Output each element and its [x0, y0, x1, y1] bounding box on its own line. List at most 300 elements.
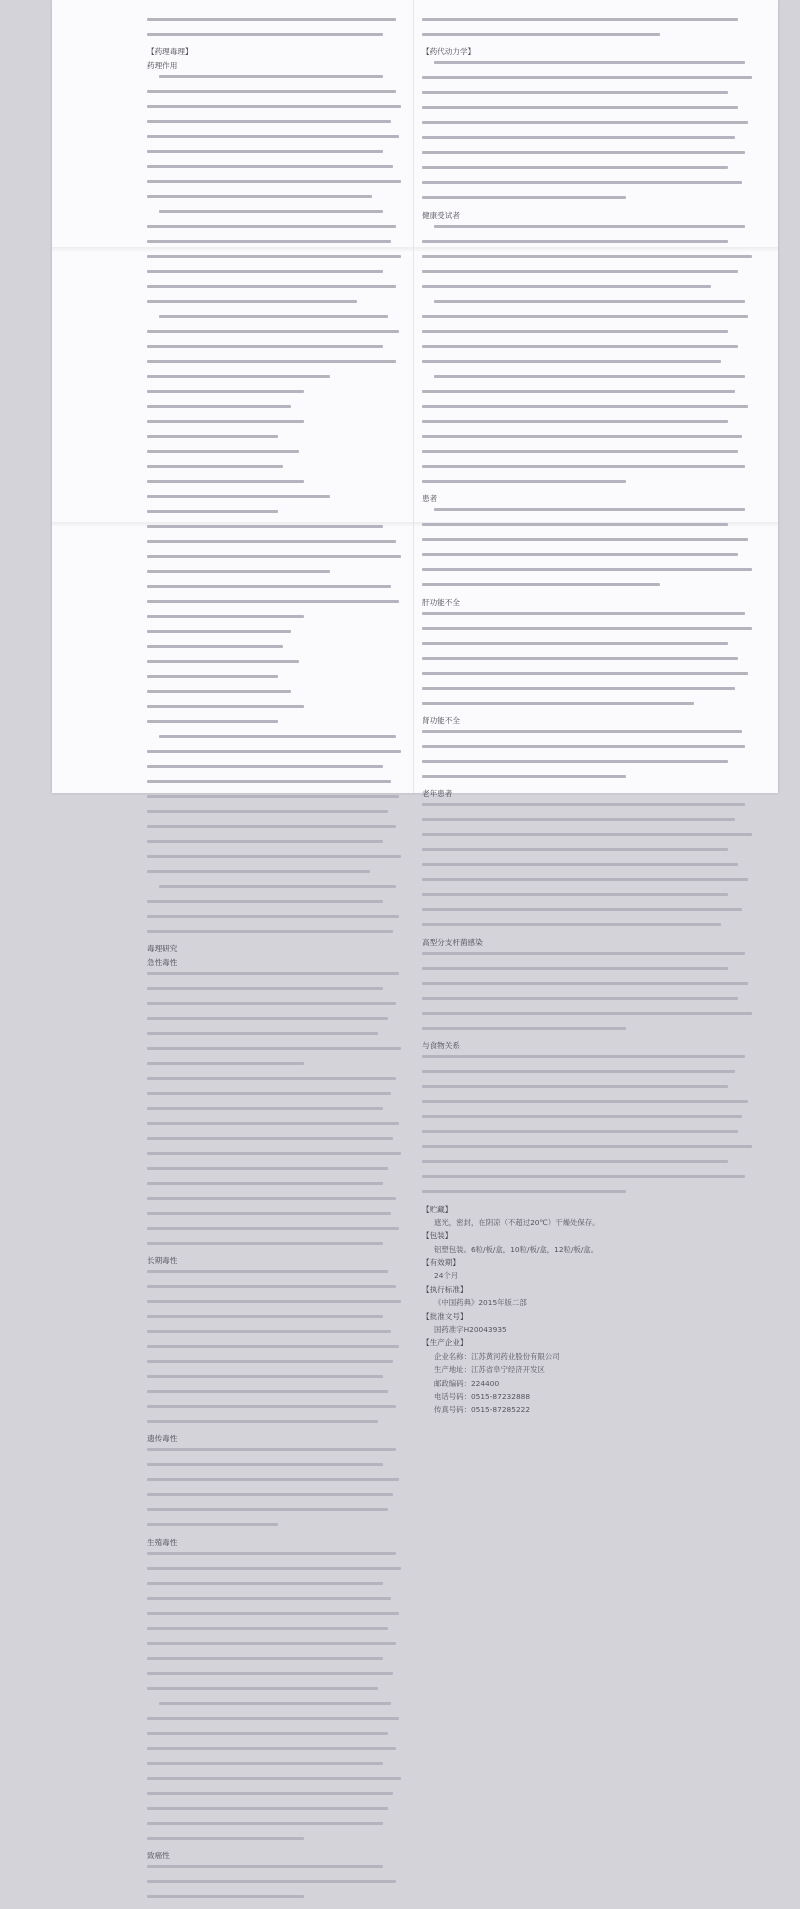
- text-line: [422, 76, 762, 87]
- text-line-placeholder: [159, 315, 388, 318]
- text-line: [147, 420, 409, 431]
- text-line: [422, 687, 762, 698]
- text-line: [422, 196, 762, 207]
- text-line: [147, 1552, 409, 1563]
- text-line: [147, 18, 409, 29]
- text-line-placeholder: [147, 690, 291, 693]
- text-line: [422, 345, 762, 356]
- text-line: [422, 1130, 762, 1141]
- text-line-placeholder: [422, 642, 728, 645]
- text-line: [422, 893, 762, 904]
- text-line-placeholder: [147, 1762, 383, 1765]
- text-line: [422, 745, 762, 756]
- text-line-placeholder: [422, 1145, 752, 1148]
- text-line-placeholder: [147, 1330, 391, 1333]
- text-line: [422, 1012, 762, 1023]
- text-line-placeholder: [147, 1717, 399, 1720]
- section-heading: 【批准文号】: [422, 1311, 468, 1321]
- text-line: [147, 465, 409, 476]
- text-line-placeholder: [422, 1055, 745, 1058]
- text-line: [422, 420, 762, 431]
- text-line-placeholder: [422, 730, 742, 733]
- text-line: [422, 136, 762, 147]
- text-line: [422, 1085, 762, 1096]
- text-line: [147, 1807, 409, 1818]
- text-line-placeholder: [422, 166, 728, 169]
- right-text-column: [422, 14, 762, 1418]
- text-line: [147, 1732, 409, 1743]
- text-line-placeholder: [147, 195, 372, 198]
- text-line-placeholder: [422, 390, 735, 393]
- text-line: [147, 1895, 409, 1906]
- text-line-placeholder: [422, 1160, 728, 1163]
- text-line: [422, 465, 762, 476]
- text-line: [422, 1160, 762, 1171]
- text-line: [422, 1027, 762, 1038]
- section-heading: 【生产企业】: [422, 1338, 468, 1348]
- text-line: [147, 1242, 409, 1253]
- manufacturer-field: 传真号码：0515-87285222: [434, 1405, 531, 1415]
- text-line-placeholder: [147, 780, 391, 783]
- text-line-placeholder: [147, 1657, 383, 1660]
- text-line: [422, 285, 762, 296]
- text-line-placeholder: [422, 657, 738, 660]
- text-line-placeholder: [147, 1822, 383, 1825]
- text-line-placeholder: [434, 375, 745, 378]
- text-line: [147, 705, 409, 716]
- text-line-placeholder: [422, 76, 752, 79]
- text-line: [147, 630, 409, 641]
- text-line: [422, 61, 762, 72]
- text-line-placeholder: [147, 1167, 388, 1170]
- text-line-placeholder: [147, 972, 399, 975]
- text-line-placeholder: [422, 775, 626, 778]
- text-line: [147, 885, 409, 896]
- section-heading: 【药理毒理】: [147, 47, 193, 57]
- text-line: [422, 480, 762, 491]
- text-line: [147, 1330, 409, 1341]
- section-heading: 急性毒性: [147, 957, 178, 967]
- section-heading: 长期毒性: [147, 1255, 178, 1265]
- text-line: [147, 660, 409, 671]
- text-line: [147, 135, 409, 146]
- text-line-placeholder: [147, 1508, 388, 1511]
- text-line: [147, 1002, 409, 1013]
- text-line-placeholder: [422, 330, 728, 333]
- text-line-placeholder: [422, 405, 748, 408]
- text-line: [147, 855, 409, 866]
- text-line-placeholder: [147, 660, 299, 663]
- text-line: [147, 33, 409, 44]
- text-line-placeholder: [147, 1032, 378, 1035]
- text-line-placeholder: [422, 435, 742, 438]
- text-line-placeholder: [422, 1012, 752, 1015]
- text-line: [147, 1017, 409, 1028]
- section-heading: 生殖毒性: [147, 1537, 178, 1547]
- text-line-placeholder: [147, 1420, 378, 1423]
- text-line-placeholder: [147, 675, 278, 678]
- text-line: [147, 1032, 409, 1043]
- text-line: [422, 642, 762, 653]
- text-line-placeholder: [422, 1130, 738, 1133]
- text-line-placeholder: [147, 225, 396, 228]
- text-line-placeholder: [147, 1062, 304, 1065]
- text-line-placeholder: [147, 987, 383, 990]
- text-line: [422, 923, 762, 934]
- text-line: [422, 360, 762, 371]
- text-line-placeholder: [434, 508, 745, 511]
- text-line: [422, 863, 762, 874]
- text-line: [422, 553, 762, 564]
- text-line-placeholder: [147, 1300, 401, 1303]
- text-line-placeholder: [147, 1390, 388, 1393]
- text-line-placeholder: [147, 330, 399, 333]
- section-heading: 【包装】: [422, 1231, 453, 1241]
- text-line-placeholder: [147, 1152, 401, 1155]
- text-line: [147, 525, 409, 536]
- text-line: [147, 1523, 409, 1534]
- text-line: [422, 390, 762, 401]
- text-line-placeholder: [422, 745, 745, 748]
- section-heading: 遗传毒性: [147, 1434, 178, 1444]
- text-line-placeholder: [147, 930, 393, 933]
- section-heading: 肝功能不全: [422, 597, 460, 607]
- section-heading: 【有效期】: [422, 1258, 460, 1268]
- text-line-placeholder: [434, 225, 745, 228]
- text-line-placeholder: [147, 1837, 304, 1840]
- text-line-placeholder: [147, 465, 283, 468]
- text-line-placeholder: [147, 165, 393, 168]
- text-line: [422, 568, 762, 579]
- text-line: [422, 908, 762, 919]
- text-line: [422, 1100, 762, 1111]
- text-line: [147, 315, 409, 326]
- text-line-placeholder: [147, 915, 399, 918]
- manufacturer-field: 邮政编码：224400: [434, 1378, 500, 1388]
- text-line-placeholder: [147, 525, 383, 528]
- text-line: [147, 270, 409, 281]
- text-line: [147, 1687, 409, 1698]
- text-line-placeholder: [147, 900, 383, 903]
- text-line-placeholder: [422, 818, 735, 821]
- text-line: [147, 1762, 409, 1773]
- text-line: [147, 900, 409, 911]
- text-line: [147, 75, 409, 86]
- text-line: [147, 1822, 409, 1833]
- text-line: [422, 657, 762, 668]
- text-line-placeholder: [147, 450, 299, 453]
- text-line: [147, 1702, 409, 1713]
- text-line-placeholder: [422, 1115, 742, 1118]
- text-line: [147, 450, 409, 461]
- text-line-placeholder: [159, 75, 383, 78]
- text-line-placeholder: [147, 765, 383, 768]
- text-line-placeholder: [422, 1027, 626, 1030]
- text-line: [147, 1837, 409, 1848]
- text-line: [147, 810, 409, 821]
- text-line-placeholder: [147, 1242, 383, 1245]
- text-line-placeholder: [159, 885, 396, 888]
- text-line-placeholder: [422, 997, 738, 1000]
- text-line-placeholder: [422, 136, 735, 139]
- text-line-placeholder: [147, 240, 391, 243]
- text-line-placeholder: [147, 615, 304, 618]
- text-line: [147, 1627, 409, 1638]
- leaflet-sheet: [52, 0, 778, 1861]
- text-line-placeholder: [422, 106, 738, 109]
- text-line: [147, 720, 409, 731]
- text-line: [422, 166, 762, 177]
- text-line-placeholder: [422, 465, 745, 468]
- text-line: [147, 1375, 409, 1386]
- text-line-placeholder: [147, 1197, 396, 1200]
- text-line-placeholder: [422, 480, 626, 483]
- text-line: [422, 803, 762, 814]
- text-line: [147, 1747, 409, 1758]
- text-line-placeholder: [147, 1137, 393, 1140]
- text-line-placeholder: [147, 90, 396, 93]
- text-line: [147, 390, 409, 401]
- text-line-placeholder: [422, 803, 745, 806]
- text-line-placeholder: [147, 870, 370, 873]
- text-line: [422, 315, 762, 326]
- text-line: [147, 1227, 409, 1238]
- text-line-placeholder: [147, 1880, 396, 1883]
- text-line-placeholder: [147, 1360, 393, 1363]
- text-line-placeholder: [147, 1047, 401, 1050]
- text-line-placeholder: [147, 1315, 383, 1318]
- text-line-placeholder: [147, 150, 383, 153]
- text-line-placeholder: [422, 1190, 626, 1193]
- text-line-placeholder: [147, 495, 330, 498]
- section-text: 24个月: [434, 1271, 459, 1281]
- text-line-placeholder: [147, 1567, 401, 1570]
- text-line-placeholder: [422, 18, 738, 21]
- text-line-placeholder: [147, 1227, 399, 1230]
- text-line-placeholder: [147, 1182, 383, 1185]
- text-line: [422, 1055, 762, 1066]
- text-line-placeholder: [147, 1212, 391, 1215]
- text-line: [147, 105, 409, 116]
- text-line: [147, 585, 409, 596]
- text-line-placeholder: [422, 982, 748, 985]
- text-line: [147, 540, 409, 551]
- text-line-placeholder: [147, 270, 383, 273]
- text-line-placeholder: [159, 735, 396, 738]
- section-text: 遮光，密封，在阴凉（不超过20℃）干燥处保存。: [434, 1217, 600, 1227]
- text-line-placeholder: [147, 1792, 393, 1795]
- text-line-placeholder: [422, 908, 742, 911]
- text-line: [147, 765, 409, 776]
- text-line-placeholder: [422, 568, 752, 571]
- text-line-placeholder: [147, 1582, 383, 1585]
- text-line-placeholder: [147, 585, 391, 588]
- text-line: [422, 612, 762, 623]
- text-line: [422, 672, 762, 683]
- text-line: [147, 1092, 409, 1103]
- text-line-placeholder: [147, 1612, 399, 1615]
- text-line-placeholder: [147, 1687, 378, 1690]
- text-line: [422, 833, 762, 844]
- text-line: [147, 825, 409, 836]
- section-heading: 与食物关系: [422, 1041, 460, 1051]
- text-line-placeholder: [422, 687, 735, 690]
- text-line: [147, 240, 409, 251]
- text-line-placeholder: [147, 540, 396, 543]
- text-line-placeholder: [147, 255, 401, 258]
- text-line-placeholder: [147, 1597, 391, 1600]
- text-line-placeholder: [422, 270, 738, 273]
- text-line-placeholder: [147, 510, 278, 513]
- text-line: [422, 255, 762, 266]
- section-heading: 【贮藏】: [422, 1204, 453, 1214]
- text-line-placeholder: [147, 1777, 401, 1780]
- text-line-placeholder: [147, 1523, 278, 1526]
- text-line: [147, 405, 409, 416]
- text-line-placeholder: [147, 630, 291, 633]
- text-line: [147, 795, 409, 806]
- text-line-placeholder: [422, 196, 626, 199]
- section-heading: 高型分支杆菌感染: [422, 937, 483, 947]
- text-line-placeholder: [147, 1345, 399, 1348]
- text-line-placeholder: [422, 1100, 748, 1103]
- text-line-placeholder: [147, 645, 283, 648]
- text-line: [422, 121, 762, 132]
- text-line-placeholder: [422, 672, 748, 675]
- text-line: [422, 967, 762, 978]
- text-line-placeholder: [147, 435, 278, 438]
- text-line: [147, 1137, 409, 1148]
- manufacturer-field: 企业名称：江苏黄河药业股份有限公司: [434, 1351, 560, 1361]
- text-line: [422, 181, 762, 192]
- text-line: [422, 1190, 762, 1201]
- text-line: [147, 1880, 409, 1891]
- text-line-placeholder: [147, 480, 304, 483]
- text-line: [147, 600, 409, 611]
- text-line-placeholder: [147, 1463, 383, 1466]
- section-heading: 健康受试者: [422, 210, 460, 220]
- text-line: [147, 1182, 409, 1193]
- text-line-placeholder: [147, 1017, 388, 1020]
- text-line-placeholder: [147, 135, 399, 138]
- text-line-placeholder: [422, 33, 660, 36]
- text-line-placeholder: [422, 420, 728, 423]
- text-line-placeholder: [422, 923, 721, 926]
- text-line-placeholder: [147, 33, 383, 36]
- text-line: [422, 435, 762, 446]
- text-line-placeholder: [422, 848, 728, 851]
- text-line-placeholder: [422, 878, 748, 881]
- text-line: [147, 1463, 409, 1474]
- text-line: [422, 1115, 762, 1126]
- text-line: [422, 627, 762, 638]
- text-line-placeholder: [422, 285, 711, 288]
- text-line: [147, 90, 409, 101]
- text-line: [147, 1077, 409, 1088]
- text-line: [147, 555, 409, 566]
- text-line: [147, 915, 409, 926]
- text-line: [147, 1047, 409, 1058]
- text-line-placeholder: [434, 300, 745, 303]
- text-line: [147, 1448, 409, 1459]
- text-line: [422, 270, 762, 281]
- text-line-placeholder: [422, 151, 745, 154]
- text-line: [422, 583, 762, 594]
- text-line: [422, 702, 762, 713]
- text-line: [147, 1493, 409, 1504]
- text-line: [147, 1582, 409, 1593]
- text-line: [147, 1612, 409, 1623]
- text-line-placeholder: [422, 315, 748, 318]
- text-line: [422, 775, 762, 786]
- manufacturer-field: 生产地址：江苏省阜宁经济开发区: [434, 1365, 545, 1375]
- text-line: [147, 345, 409, 356]
- text-line: [147, 1300, 409, 1311]
- text-line-placeholder: [422, 863, 738, 866]
- text-line: [147, 1642, 409, 1653]
- text-line-placeholder: [422, 702, 694, 705]
- text-line-placeholder: [147, 750, 401, 753]
- text-line-placeholder: [147, 375, 330, 378]
- text-line: [422, 375, 762, 386]
- text-line-placeholder: [147, 1493, 393, 1496]
- text-line: [147, 645, 409, 656]
- text-line-placeholder: [147, 705, 304, 708]
- text-line-placeholder: [434, 61, 745, 64]
- text-line: [422, 405, 762, 416]
- text-line-placeholder: [147, 570, 330, 573]
- text-line-placeholder: [147, 825, 396, 828]
- text-line: [147, 1107, 409, 1118]
- text-line: [147, 1167, 409, 1178]
- text-line: [147, 210, 409, 221]
- text-line: [147, 930, 409, 941]
- section-heading: 致癌性: [147, 1851, 170, 1861]
- text-line-placeholder: [147, 1478, 399, 1481]
- text-line: [147, 1405, 409, 1416]
- text-line-placeholder: [147, 555, 401, 558]
- text-line: [147, 1390, 409, 1401]
- text-line-placeholder: [147, 1107, 383, 1110]
- text-line: [147, 255, 409, 266]
- text-line: [147, 675, 409, 686]
- text-line-placeholder: [147, 390, 304, 393]
- section-heading: 【药代动力学】: [422, 47, 476, 57]
- text-line-placeholder: [147, 1285, 396, 1288]
- section-heading: 患者: [422, 494, 438, 504]
- text-line: [422, 18, 762, 29]
- text-line-placeholder: [422, 553, 738, 556]
- text-line: [147, 1270, 409, 1281]
- text-line: [147, 300, 409, 311]
- text-line: [422, 33, 762, 44]
- text-line: [422, 848, 762, 859]
- text-line: [422, 450, 762, 461]
- text-line-placeholder: [422, 91, 728, 94]
- text-line-placeholder: [147, 1865, 383, 1868]
- text-line-placeholder: [422, 833, 752, 836]
- text-line: [147, 1508, 409, 1519]
- text-line: [147, 165, 409, 176]
- text-line-placeholder: [422, 523, 728, 526]
- text-line: [422, 1175, 762, 1186]
- text-line: [147, 570, 409, 581]
- text-line: [147, 1345, 409, 1356]
- text-line-placeholder: [147, 1895, 304, 1898]
- text-line: [147, 360, 409, 371]
- text-line-placeholder: [147, 1747, 396, 1750]
- text-line-placeholder: [159, 210, 383, 213]
